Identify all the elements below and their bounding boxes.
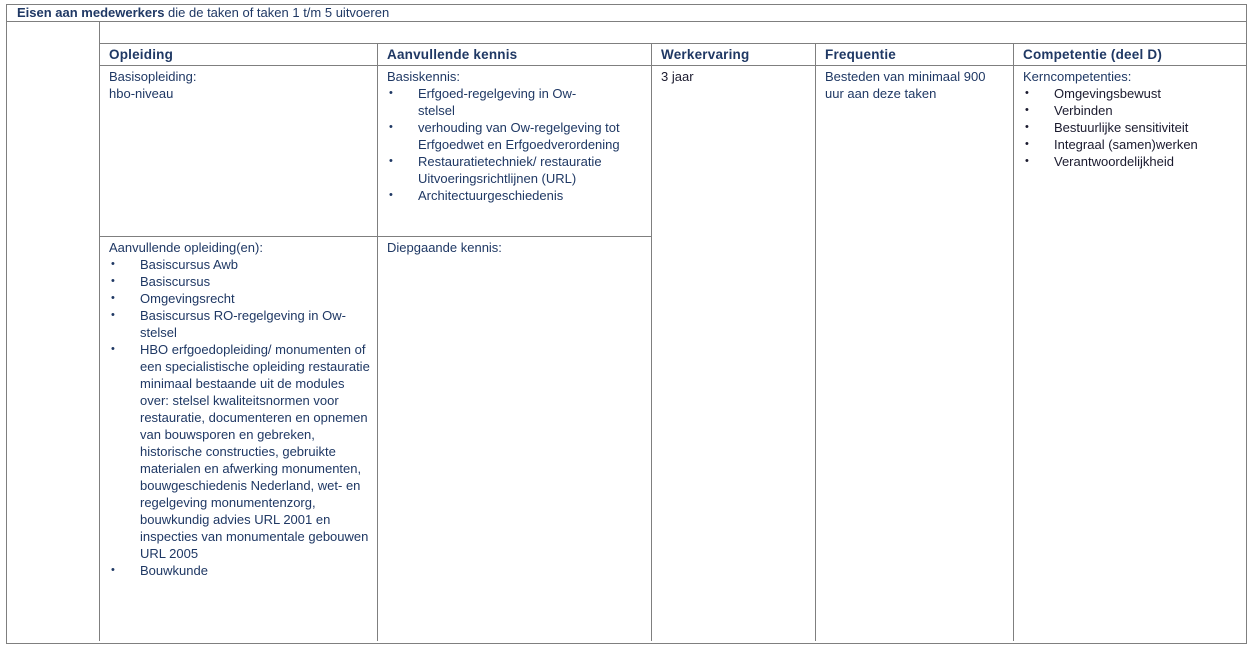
basisopleiding-value: hbo-niveau	[109, 86, 174, 101]
header-aanvullende-kennis: Aanvullende kennis	[378, 44, 652, 66]
table-title	[7, 5, 1246, 22]
requirements-table	[6, 4, 1247, 644]
cell-diepgaande-kennis	[378, 237, 652, 641]
table-title-bold: Eisen aan medewerkers	[17, 5, 165, 20]
empty-spacer-row	[100, 22, 1246, 44]
list-item: • Integraal (samen)werken	[1023, 136, 1246, 153]
list-item: • Bestuurlijke sensitiviteit	[1023, 119, 1246, 136]
cell-competentie	[1014, 66, 1246, 641]
aanvullende-opleiding-label: Aanvullende opleiding(en):	[109, 240, 263, 255]
header-frequentie: Frequentie	[816, 44, 1014, 66]
list-item: • Basiscursus	[109, 273, 359, 290]
cell-aanvullende-opleiding	[100, 237, 378, 641]
header-opleiding: Opleiding	[100, 44, 378, 66]
header-competentie: Competentie (deel D)	[1014, 44, 1246, 66]
kerncompetenties-list	[1023, 85, 1246, 170]
list-item: • Verbinden	[1023, 102, 1246, 119]
list-item: • Basiscursus Awb	[109, 256, 359, 273]
basiskennis-list	[387, 85, 649, 204]
list-item: • Basiscursus RO-regelgeving in Ow-stelsel	[109, 307, 355, 341]
list-item: • Erfgoed-regelgeving in Ow-stelsel	[387, 85, 608, 119]
cell-werkervaring	[652, 66, 816, 641]
list-item: • HBO erfgoedopleiding/ monumenten of een specialistische opleiding restauratie minimaal bestaande uit de modules over: stelsel kwaliteitsnormen voor restauratie, documenteren en opnemen van bouwsporen en gebreken, historische constructies, gebruikte materialen en afwerking monumenten, bouwgeschiedenis Nederland, wet- en regelgeving monumentenzorg, bouwkundig advies URL 2001 en inspecties van monumentale gebouwen URL 2005	[109, 341, 370, 562]
cell-basiskennis	[378, 66, 652, 237]
frequentie-value: Besteden van minimaal 900 uur aan deze taken	[825, 69, 986, 101]
list-item: • Bouwkunde	[109, 562, 359, 579]
werkervaring-value: 3 jaar	[661, 69, 694, 84]
diepgaande-kennis-label: Diepgaande kennis:	[387, 240, 502, 255]
cell-basisopleiding	[100, 66, 378, 237]
left-gutter	[7, 22, 100, 641]
aanvullende-opleiding-list	[109, 256, 370, 579]
table-title-rest: die de taken of taken 1 t/m 5 uitvoeren	[164, 5, 390, 20]
list-item: • Verantwoordelijkheid	[1023, 153, 1246, 170]
cell-frequentie	[816, 66, 1014, 641]
list-item: • Omgevingsrecht	[109, 290, 359, 307]
kerncompetenties-label: Kerncompetenties:	[1023, 69, 1132, 84]
list-item: • Restauratietechniek/ restauratie Uitvoeringsrichtlijnen (URL)	[387, 153, 653, 187]
list-item: • Omgevingsbewust	[1023, 85, 1246, 102]
list-item: • verhouding van Ow-regelgeving tot Erfgoedwet en Erfgoedverordening	[387, 119, 653, 153]
basisopleiding-label: Basisopleiding:	[109, 69, 197, 84]
header-werkervaring: Werkervaring	[652, 44, 816, 66]
basiskennis-label: Basiskennis:	[387, 69, 460, 84]
list-item: • Architectuurgeschiedenis	[387, 187, 649, 204]
